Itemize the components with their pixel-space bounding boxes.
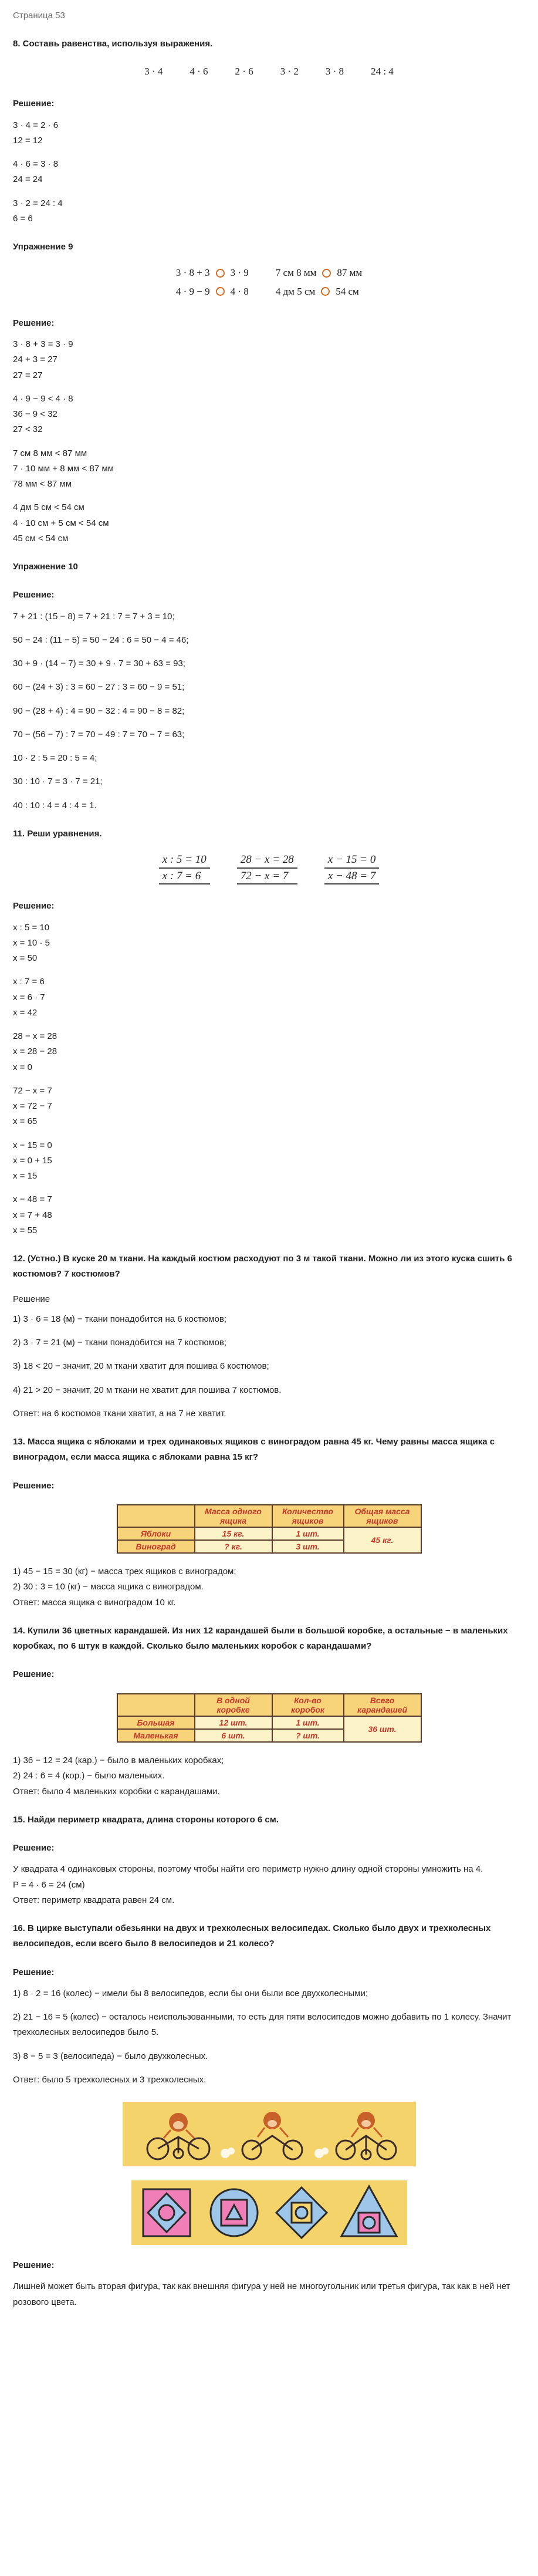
ex11-line: x = 65 — [13, 1116, 38, 1127]
ex11-line: x = 7 + 48 — [13, 1210, 52, 1220]
ex8-expr: 4 · 6 — [190, 65, 208, 77]
ex15-title: 15. Найди периметр квадрата, длина стороны которого 6 см. — [13, 1814, 279, 1825]
ex8-solution-label: Решение: — [13, 99, 55, 109]
ex11-line: x = 0 — [13, 1062, 32, 1072]
ex14-table — [117, 1693, 422, 1743]
ex8-line: 3 · 2 = 24 : 4 — [13, 198, 63, 208]
ex16-line: 2) 21 − 16 = 5 (колес) − осталось неиспользованными, то есть для пяти велосипедов можно добавить по 1 колесу. Значит трехколесных велосипедов было 5. — [13, 2012, 512, 2038]
ex11-equation: x : 5 = 10 — [159, 852, 210, 869]
ex10-line: 60 − (24 + 3) : 3 = 60 − 27 : 3 = 60 − 9 = 51; — [13, 682, 185, 693]
shapes-illustration — [131, 2180, 407, 2245]
ex13-line: 1) 45 − 15 = 30 (кг) − масса трех ящиков с виноградом; — [13, 1566, 236, 1577]
ex8-line: 24 = 24 — [13, 174, 43, 185]
ex8-expr: 3 · 4 — [144, 65, 163, 77]
ex11-line: x : 7 = 6 — [13, 977, 45, 987]
ex11-line: x = 50 — [13, 953, 38, 964]
ex10-line: 90 − (28 + 4) : 4 = 90 − 32 : 4 = 90 − 8 = 82; — [13, 705, 185, 716]
ex9-line: 7 · 10 мм + 8 мм < 87 мм — [13, 463, 114, 474]
ex9-solution-label: Решение: — [13, 318, 55, 328]
ex8-expr: 24 : 4 — [371, 65, 394, 77]
ex10-title: Упражнение 10 — [13, 562, 78, 572]
ex17-solution-label: Решение: — [13, 2260, 55, 2271]
ex8-expr: 2 · 6 — [235, 65, 253, 77]
ex10-line: 10 · 2 : 5 = 20 : 5 = 4; — [13, 753, 97, 763]
ex8-line: 6 = 6 — [13, 213, 33, 224]
ex13-solution — [13, 1564, 525, 1611]
ex14-line: 1) 36 − 12 = 24 (кар.) − было в маленьких коробках; — [13, 1755, 224, 1766]
ex15-line: Ответ: периметр квадрата равен 24 см. — [13, 1895, 175, 1905]
ex11-line: x − 15 = 0 — [13, 1140, 52, 1150]
ex9-line: 36 − 9 < 32 — [13, 409, 57, 419]
table-cell: 12 шт. — [195, 1716, 272, 1729]
table-cell: 1 шт. — [272, 1716, 344, 1729]
ex10-solution-label: Решение: — [13, 590, 55, 600]
ex8-expressions — [13, 63, 525, 80]
ex11-line: x = 72 − 7 — [13, 1101, 52, 1112]
table-header — [117, 1694, 195, 1716]
ex9-line: 27 = 27 — [13, 370, 43, 380]
table-header: Масса одного ящика — [195, 1505, 272, 1527]
ex9-line: 24 + 3 = 27 — [13, 355, 57, 365]
ex12-title: 12. (Устно.) В куске 20 м ткани. На каждый костюм расходуют по 3 м такой ткани. Можно ли из этого куска сшить 6 костюмов? 7 костюмов? — [13, 1254, 512, 1279]
ex9-solution — [13, 337, 525, 546]
ex11-title: 11. Реши уравнения. — [13, 828, 102, 839]
compare-circle-icon — [322, 269, 331, 278]
ex11-line: x = 0 + 15 — [13, 1155, 52, 1166]
ex12-line: Ответ: на 6 костюмов ткани хватит, а на 7 не хватит. — [13, 1408, 226, 1419]
ex10-solution — [13, 609, 525, 813]
ex9-comparisons — [13, 264, 525, 301]
ex16-line: 1) 8 · 2 = 16 (колес) − имели бы 8 велосипедов, если бы они были все двухколесными; — [13, 1988, 368, 1998]
compare-circle-icon — [321, 287, 330, 296]
table-cell: 1 шт. — [272, 1527, 344, 1540]
ex9-line: 7 см 8 мм < 87 мм — [13, 448, 87, 458]
ex11-line: x = 15 — [13, 1171, 38, 1181]
ex9-left-b: 4 · 8 — [230, 286, 249, 297]
ex14-title: 14. Купили 36 цветных карандашей. Из них 12 карандашей были в большой коробке, а остальные − в маленьких коробках, по 6 штук в каждой. Сколько было маленьких коробок с карандашами? — [13, 1625, 508, 1652]
ex16-title: 16. В цирке выступали обезьянки на двух и трехколесных велосипедах. Сколько было двух и трехколесных велосипедов, если всего было 8 велосипедов и 21 колесо? — [13, 1923, 491, 1949]
ex9-line: 45 см < 54 см — [13, 533, 69, 543]
ex15-line: У квадрата 4 одинаковых стороны, поэтому чтобы найти его периметр нужно длину одной стороны умножить на 4. — [13, 1864, 483, 1875]
ex11-equation: 28 − x = 28 — [237, 852, 297, 869]
table-total: 45 кг. — [344, 1527, 421, 1553]
ex8-line: 3 · 4 = 2 · 6 — [13, 120, 59, 130]
ex9-line: 78 мм < 87 мм — [13, 479, 72, 489]
ex10-line: 40 : 10 : 4 = 4 : 4 = 1. — [13, 800, 97, 811]
ex11-equation: x − 15 = 0 — [324, 852, 380, 869]
ex16-solution — [13, 1986, 525, 2088]
ex9-right-a: 7 см 8 мм — [275, 267, 317, 279]
ex16-solution-label: Решение: — [13, 1967, 55, 1977]
ex13-line: Ответ: масса ящика с виноградом 10 кг. — [13, 1597, 176, 1608]
figure-1 — [143, 2189, 190, 2236]
ex11-line: x = 55 — [13, 1225, 38, 1235]
page-label: Страница 53 — [13, 11, 65, 21]
ex12-line: 2) 3 · 7 = 21 (м) − ткани понадобится на 7 костюмов; — [13, 1338, 227, 1348]
table-header: Количество ящиков — [272, 1505, 344, 1527]
table-cell: Маленькая — [117, 1729, 195, 1742]
ex11-equations — [13, 852, 525, 884]
ex12-line: 4) 21 > 20 − значит, 20 м ткани не хватит для пошива 7 костюмов. — [13, 1385, 282, 1395]
ex11-equation: x : 7 = 6 — [159, 869, 210, 885]
ex8-line: 4 · 6 = 3 · 8 — [13, 159, 59, 169]
ex11-line: 28 − x = 28 — [13, 1031, 57, 1042]
ex15-line: P = 4 · 6 = 24 (см) — [13, 1879, 85, 1890]
ex9-line: 4 дм 5 см < 54 см — [13, 502, 84, 513]
ex9-title: Упражнение 9 — [13, 242, 73, 252]
ex9-left-a: 4 · 9 − 9 — [175, 286, 210, 297]
ex11-solution — [13, 920, 525, 1239]
monkeys-on-bicycles-illustration — [123, 2102, 416, 2166]
ex9-right-a: 4 дм 5 см — [275, 286, 316, 297]
ex14-line: Ответ: было 4 маленьких коробки с карандашами. — [13, 1786, 220, 1797]
figure-2 — [211, 2189, 258, 2236]
ex13-table — [117, 1504, 422, 1554]
ex9-left-a: 3 · 8 + 3 — [175, 267, 210, 279]
ex15-solution — [13, 1862, 525, 1908]
ex11-line: x = 6 · 7 — [13, 992, 45, 1002]
ex16-line: 3) 8 − 5 = 3 (велосипеда) − было двухколесных. — [13, 2051, 208, 2061]
ex10-line: 30 : 10 · 7 = 3 · 7 = 21; — [13, 776, 103, 787]
ex11-line: x = 42 — [13, 1007, 38, 1018]
ex9-left-b: 3 · 9 — [230, 267, 249, 279]
table-cell: 3 шт. — [272, 1540, 344, 1553]
ex13-line: 2) 30 : 3 = 10 (кг) − масса ящика с виноградом. — [13, 1582, 204, 1592]
ex15-solution-label: Решение: — [13, 1843, 55, 1853]
ex10-line: 7 + 21 : (15 − 8) = 7 + 21 : 7 = 7 + 3 = 10; — [13, 611, 175, 622]
ex11-equation: 72 − x = 7 — [237, 869, 297, 885]
compare-circle-icon — [216, 269, 225, 278]
table-header: Всего карандашей — [344, 1694, 421, 1716]
table-header: Общая масса ящиков — [344, 1505, 421, 1527]
ex11-line: x − 48 = 7 — [13, 1194, 52, 1205]
ex12-solution — [13, 1312, 525, 1422]
ex9-line: 4 · 10 см + 5 см < 54 см — [13, 518, 109, 528]
ex14-solution-label: Решение: — [13, 1669, 55, 1680]
ex9-line: 4 · 9 − 9 < 4 · 8 — [13, 393, 73, 404]
ex10-line: 30 + 9 · (14 − 7) = 30 + 9 · 7 = 30 + 63 = 93; — [13, 659, 185, 669]
table-total: 36 шт. — [344, 1716, 421, 1742]
ex14-solution — [13, 1753, 525, 1800]
ex12-line: 3) 18 < 20 − значит, 20 м ткани хватит для пошива 6 костюмов; — [13, 1361, 269, 1372]
table-cell: Яблоки — [117, 1527, 195, 1540]
ex16-line: Ответ: было 5 трехколесных и 3 трехколесных. — [13, 2074, 207, 2085]
ex8-expr: 3 · 8 — [325, 65, 344, 77]
ex9-line: 27 < 32 — [13, 424, 43, 435]
ex9-line: 3 · 8 + 3 = 3 · 9 — [13, 339, 73, 349]
ex11-line: 72 − x = 7 — [13, 1085, 52, 1096]
ex8-title: 8. Составь равенства, используя выражения. — [13, 39, 213, 49]
table-cell: Виноград — [117, 1540, 195, 1553]
ex13-solution-label: Решение: — [13, 1480, 55, 1491]
table-cell: Большая — [117, 1716, 195, 1729]
table-header: Кол-во коробок — [272, 1694, 344, 1716]
ex9-right-b: 54 см — [336, 286, 359, 297]
ex14-line: 2) 24 : 6 = 4 (кор.) − было маленьких. — [13, 1771, 165, 1781]
ex10-line: 50 − 24 : (11 − 5) = 50 − 24 : 6 = 50 − 4 = 46; — [13, 634, 189, 645]
table-header — [117, 1505, 195, 1527]
ex11-solution-label: Решение: — [13, 901, 55, 911]
ex13-title: 13. Масса ящика с яблоками и трех одинаковых ящиков с виноградом равна 45 кг. Чему равны масса ящика с виноградом, если масса ящика с яблоками равна 15 кг? — [13, 1437, 495, 1463]
ex10-line: 70 − (56 − 7) : 7 = 70 − 49 : 7 = 70 − 7 = 63; — [13, 729, 185, 740]
table-cell: ? кг. — [195, 1540, 272, 1553]
ex12-solution-label: Решение — [13, 1294, 50, 1304]
table-header: В одной коробке — [195, 1694, 272, 1716]
ex9-right-b: 87 мм — [337, 267, 363, 279]
ex11-line: x = 10 · 5 — [13, 937, 50, 948]
ex11-equation: x − 48 = 7 — [324, 869, 380, 885]
ex17-text: Лишней может быть вторая фигура, так как внешняя фигура у ней не многоугольник или третья фигура, так как в ней нет розового цвета. — [13, 2281, 510, 2307]
compare-circle-icon — [216, 287, 225, 296]
table-cell: 6 шт. — [195, 1729, 272, 1742]
ex8-expr: 3 · 2 — [280, 65, 299, 77]
table-cell: ? шт. — [272, 1729, 344, 1742]
ex8-line: 12 = 12 — [13, 135, 43, 146]
ex11-line: x = 28 − 28 — [13, 1046, 57, 1057]
ex11-line: x : 5 = 10 — [13, 922, 50, 933]
ex12-line: 1) 3 · 6 = 18 (м) − ткани понадобится на 6 костюмов; — [13, 1314, 227, 1324]
table-cell: 15 кг. — [195, 1527, 272, 1540]
